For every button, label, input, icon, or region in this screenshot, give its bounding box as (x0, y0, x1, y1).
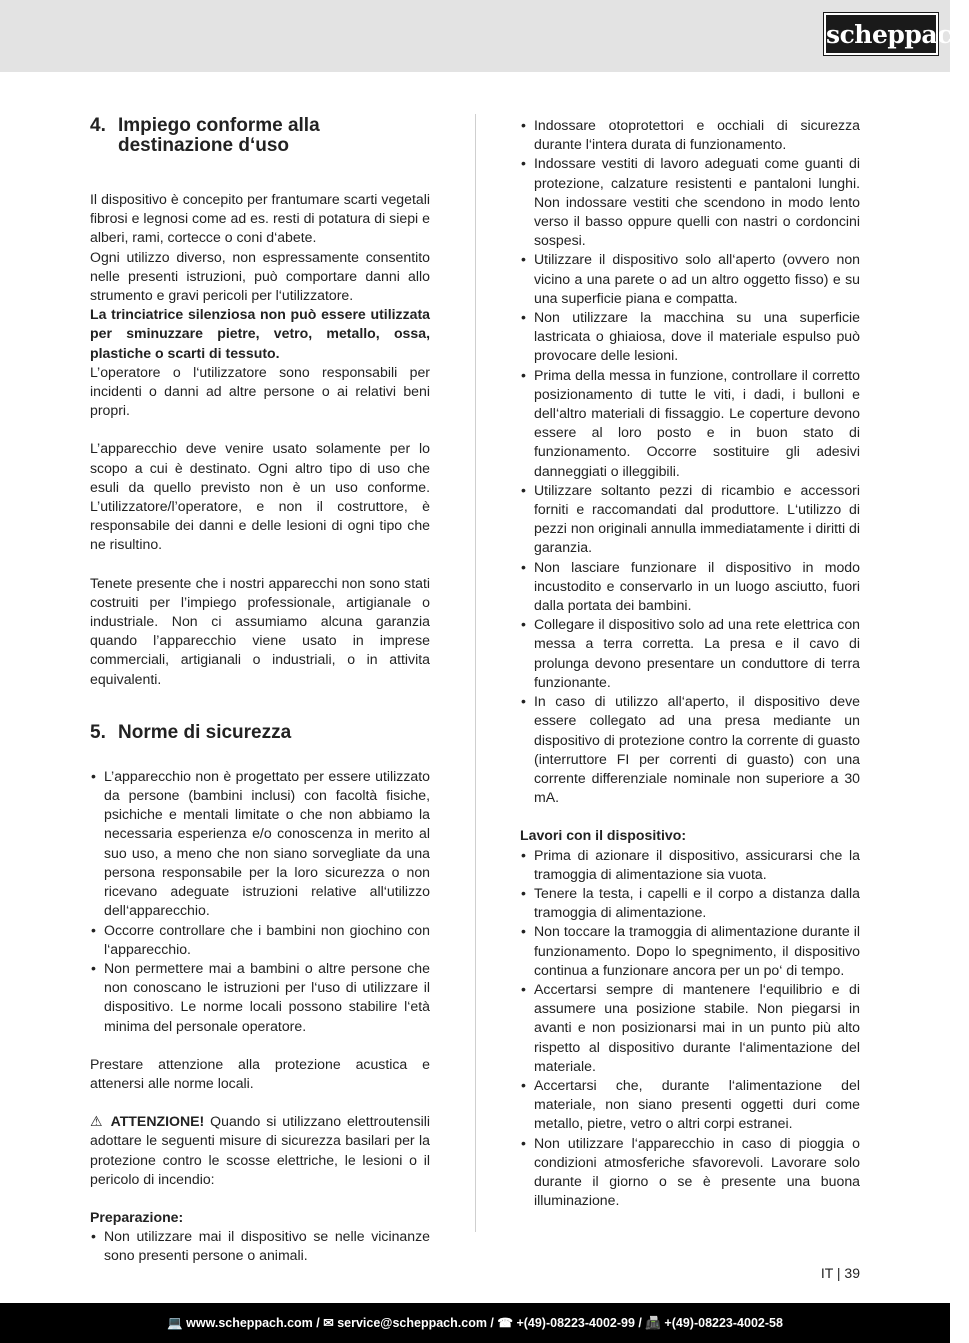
column-divider (475, 114, 476, 1232)
list-item: • Prima della messa in funzione, controllare il corretto posizionamento di tutte le viti, i dadi, i bulloni e dell‘altro materiali di fissaggio. Le coperture devono essere al loro posto e in buon stato di funzionamento. Occorre sostituire gli adesivi danneggiati o illeggibili. (520, 366, 860, 481)
paragraph: Il dispositivo è concepito per frantumare scarti vegetali fibrosi e legnosi come ad es. resti di potatura di siepi e alberi, rami, cortecce o coni d‘abete. (90, 191, 430, 246)
list-item: • Accertarsi sempre di mantenere l‘equilibrio e di assumere una posizione stabile. Non piegarsi in avanti e non posizionarsi mai in un punto più alto rispetto al dispositivo durante l‘alimentazione del materiale. (520, 980, 860, 1076)
list-item: • Tenere la testa, i capelli e il corpo a distanza dalla tramoggia di alimentazione. (520, 884, 860, 922)
safety-list (90, 767, 430, 1036)
paragraph: L’operatore o l‘utilizzatore sono responsabili per incidenti o danni ad altre persone o ai relativi beni propri. (90, 363, 430, 419)
list-item: • Non toccare la tramoggia di alimentazione durante il funzionamento. Dopo lo spegnimento, il dispositivo continua a funzionare ancora per un po‘ di tempo. (520, 922, 860, 980)
website-link[interactable]: www.scheppach.com (186, 1316, 313, 1330)
list-item: • In caso di utilizzo all‘aperto, il dispositivo deve essere collegato ad una presa mediante un dispositivo di protezione contro la corrente di guasto (interruttore FI per correnti di guasto) con una corrente differenziale nominale non superiore a 30 mA. (520, 692, 860, 807)
computer-icon: 💻 (167, 1316, 183, 1330)
list-item: • Indossare otoprotettori e occhiali di sicurezza durante l‘intera durata di funzionamento. (520, 116, 860, 154)
list-item: • Collegare il dispositivo solo ad una rete elettrica con messa a terra corretta. La presa e il cavo di prolunga devono presentare un conduttore di terra funzionante. (520, 615, 860, 692)
work-list (520, 846, 860, 1211)
preparation-list (90, 1227, 430, 1265)
header-bar (0, 0, 969, 72)
list-item: • Non utilizzare la macchina su una superficie lastricata o ghiaiosa, dove il materiale espulso può provocare delle lesioni. (520, 308, 860, 366)
right-column (520, 116, 860, 1210)
footer-bar: 💻 www.scheppach.com / ✉ service@scheppach.com / ☎ +(49)-08223-4002-99 / 📠 +(49)-08223-4002-58 (0, 1303, 950, 1343)
warning-label: ATTENZIONE! (110, 1113, 205, 1130)
list-item: • Prima di azionare il dispositivo, assicurarsi che la tramoggia di alimentazione sia vuota. (520, 846, 860, 884)
fax-icon: 📠 (645, 1316, 661, 1330)
fax-number: +(49)-08223-4002-58 (664, 1316, 783, 1330)
section-5-number: 5. (90, 721, 106, 743)
subheading: Preparazione: (90, 1208, 184, 1225)
list-item: • L’apparecchio non è progettato per essere utilizzato da persone (bambini inclusi) con facoltà fisiche, psichiche e mentali limitate o che non abbiamo la necessaria esperienza e/o conoscenza in merito al suo uso, a meno che non siano sorvegliate da una persona responsabile per la loro sicurezza o non ricevano adeguate istruzioni relative all‘utilizzo dell‘apparecchio. (90, 767, 430, 921)
warning-icon: ⚠ (90, 1113, 105, 1130)
paragraph: Ogni utilizzo diverso, non espressamente consentito nelle presenti istruzioni, può comportare danni allo strumento e gravi pericoli per l‘utilizzatore. (90, 248, 430, 304)
section-5-heading (90, 723, 430, 743)
list-item: • Non permettere mai a bambini o altre persone che non conoscano le istruzioni per l‘uso di utilizzare il dispositivo. Le norme locali possono stabilire l‘età minima del personale operatore. (90, 959, 430, 1036)
list-item: • Non utilizzare l‘apparecchio in caso di pioggia o condizioni atmosferiche sfavorevoli. Lavorare solo durante il giorno o se è presente una buona illuminazione. (520, 1134, 860, 1211)
section-5-title: Norme di sicurezza (118, 721, 292, 743)
list-item: • Non lasciare funzionare il dispositivo in modo incustodito e conservarlo in un luogo asciutto, fuori dalla portata dei bambini. (520, 558, 860, 616)
email-link[interactable]: service@scheppach.com (337, 1316, 487, 1330)
list-item: • Accertarsi che, durante l‘alimentazione del materiale, non siano presenti oggetti duri come metallo, pietre, vetro o altri corpi estranei. (520, 1076, 860, 1134)
list-item: • Utilizzare soltanto pezzi di ricambio e accessori forniti e raccomandati dal produttore. L‘utilizzo di pezzi non originali annulla immediatamente i diritti di garanzia. (520, 481, 860, 558)
paragraph: L’apparecchio deve venire usato solamente per lo scopo a cui è destinato. Ogni altro tipo di uso che esuli da quello previsto non è un uso conforme. L’utilizzatore/l’operatore, e non il costruttore, è responsabile dei danni e delle lesioni di ogni tipo che ne risultino. (90, 440, 430, 553)
section-4-number: 4. (90, 115, 106, 136)
mail-icon: ✉ (323, 1316, 334, 1330)
scheppach-logo: scheppach (824, 13, 938, 55)
section-4-title: Impiego conforme alla destinazione d‘uso (118, 115, 320, 156)
bold-warning-text: La trinciatrice silenziosa non può essere utilizzata per sminuzzare pietre, vetro, metallo, ossa, plastiche o scarti di tessuto. (90, 306, 430, 361)
list-item: • Indossare vestiti di lavoro adeguati come guanti di protezione, calzature resistenti e pantaloni lunghi. Non indossare vestiti che scendono in modo lento verso il basso oppure quelli con nastri o cordoncini sospesi. (520, 154, 860, 250)
list-item: • Non utilizzare mai il dispositivo se nelle vicinanze sono presenti persone o animali. (90, 1227, 430, 1265)
phone-number: +(49)-08223-4002-99 (516, 1316, 635, 1330)
subheading: Lavori con il dispositivo: (520, 827, 687, 844)
page-number: IT | 39 (820, 1265, 860, 1281)
left-column (90, 116, 430, 1266)
warning-text: Quando si utilizzano elettroutensili adottare le seguenti misure di sicurezza basilari per la protezione contro le scosse elettriche, le lesioni o il pericolo di incendio: (90, 1113, 431, 1187)
paragraph: Prestare attenzione alla protezione acustica e attenersi alle norme locali. (90, 1055, 430, 1091)
list-item: • Utilizzare il dispositivo solo all‘aperto (ovvero non vicino a una parete o ad un altro oggetto fisso) e su una superficie piana e compatta. (520, 250, 860, 308)
phone-icon: ☎ (497, 1316, 513, 1330)
preparation-list-continued (520, 116, 860, 807)
paragraph: Tenete presente che i nostri apparecchi non sono stati costruiti per l’impiego professionale, artigianale o industriale. Non ci assumiamo alcuna garanzia quando l’apparecchio viene usato in imprese commerciali, artigianali o industriali, o in attivita equivalenti. (90, 574, 430, 687)
section-4-heading (90, 116, 430, 156)
paragraph-bold (90, 305, 430, 363)
list-item: • Occorre controllare che i bambini non giochino con l‘apparecchio. (90, 921, 430, 959)
warning-paragraph (90, 1112, 430, 1189)
